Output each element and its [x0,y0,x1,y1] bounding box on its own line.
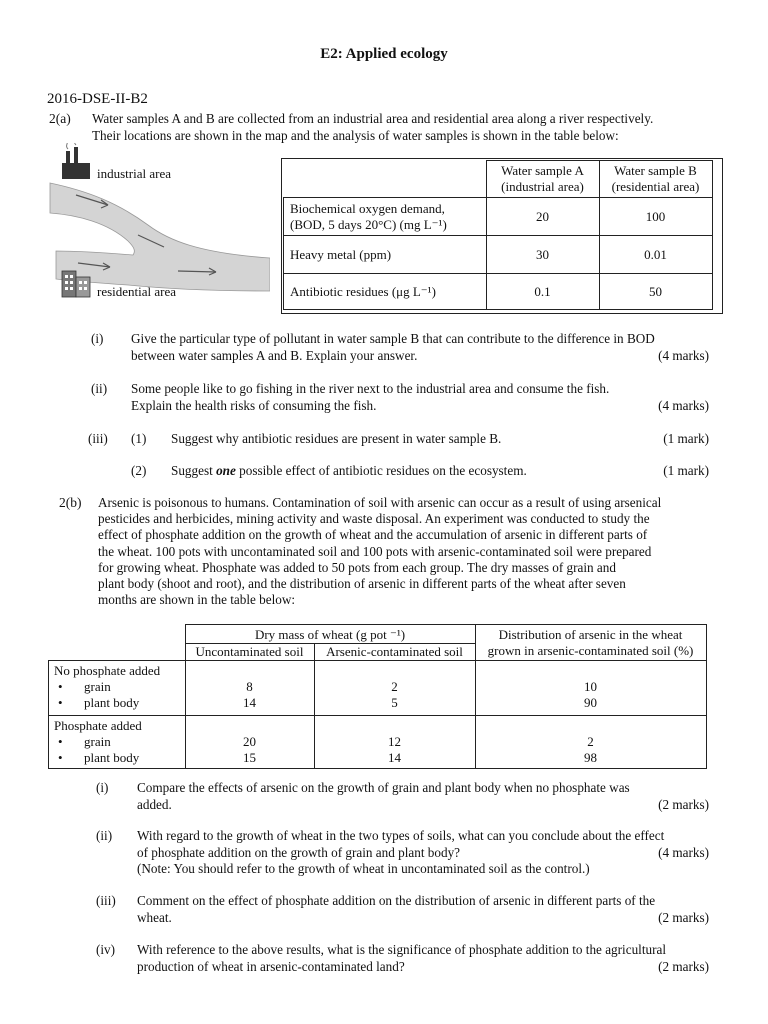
q2b-intro-line: for growing wheat. Phosphate was added to 50 pots from each group. The dry masses of grain and [98,559,616,575]
row-label-line: (BOD, 5 days 20°C) (mg L⁻¹) [290,216,447,232]
cell-bod-a: 20 [486,198,599,236]
no-phosphate-contaminated [314,661,475,716]
question-line [131,348,709,365]
header-line: Water sample A [501,163,584,178]
question-line-text: Explain the health risks of consuming the fish. [131,397,377,413]
bullet-icon: • [58,750,63,765]
question-line [137,845,709,862]
header-line: grown in arsenic-contaminated soil (%) [487,642,694,658]
marks: (4 marks) [658,397,709,413]
uncontaminated-soil-header: Uncontaminated soil [185,644,314,661]
subq-subnumber: (2) [131,463,147,478]
q2b-iv-text [137,942,709,975]
row-label-line: Biochemical oxygen demand, [290,200,445,216]
item-part: grain [84,679,111,694]
subq-number: (i) [91,331,104,346]
cell-heavy-metal-a: 30 [486,236,599,274]
subq-number: (iii) [88,431,108,446]
question-line: Some people like to go fishing in the river next to the industrial area and consume the fish. [131,381,610,396]
marks: (4 marks) [658,844,709,860]
question-note: (Note: You should refer to the growth of wheat in uncontaminated soil as the control.) [137,861,590,877]
q2a-intro-line: Water samples A and B are collected from an industrial area and residential area along a river respectively. [92,111,654,126]
subq-number: (i) [96,780,109,795]
question-text-emphasis: one [216,463,236,478]
marks: (2 marks) [658,796,709,812]
marks: (2 marks) [658,909,709,925]
q2b-intro-line: the wheat. 100 pots with uncontaminated soil and 100 pots with arsenic-contaminated soil were prepared [98,543,652,559]
marks: (1 mark) [663,431,709,446]
factory-icon [62,143,90,179]
item-part: plant body [84,750,140,765]
question-line: Compare the effects of arsenic on the growth of grain and plant body when no phosphate was [137,780,630,795]
question-line: With reference to the above results, what is the significance of phosphate addition to the agricultural [137,942,666,957]
cell-value: 15 [243,750,256,765]
wheat-arsenic-table [48,624,707,769]
question-line-text: between water samples A and B. Explain your answer. [131,347,418,363]
question-line-text: production of wheat in arsenic-contaminated land? [137,958,405,974]
marks: (1 mark) [663,463,709,478]
q2b-i-text [137,780,709,813]
marks: (2 marks) [658,958,709,974]
dry-mass-header: Dry mass of wheat (g pot ⁻¹) [185,625,475,644]
q2a-iii-2-text [171,463,709,480]
q2b-iii-text [137,893,709,926]
question-line: Give the particular type of pollutant in water sample B that can contribute to the difference in BOD [131,331,655,346]
water-analysis-table [283,160,713,310]
cell-heavy-metal-b: 0.01 [599,236,712,274]
q2a-intro-line: Their locations are shown in the map and the analysis of water samples is shown in the table below: [92,127,619,143]
header-line: Water sample B [614,163,697,178]
group-item [54,734,180,750]
group-name: No phosphate added [54,663,161,678]
cell-value: 12 [388,734,401,749]
q2b-intro-line: pesticides and herbicides, mining activity and waste disposal. An experiment was conducted to study the [98,511,650,527]
marks: (4 marks) [658,347,709,363]
q2b-intro-line: effect of phosphate addition on the growth of wheat and the accumulation of arsenic in different parts of [98,527,648,543]
question-number-2a: 2(a) [49,111,71,126]
question-line [137,797,709,814]
row-label-heavy-metal: Heavy metal (ppm) [284,236,487,274]
header-sample-a [486,161,599,198]
group-phosphate-added [49,716,186,769]
no-phosphate-distribution [475,661,706,716]
cell-value: 14 [243,695,256,710]
cell-value: 10 [584,679,597,694]
row-label-antibiotic: Antibiotic residues (μg L⁻¹) [284,274,487,310]
cell-value: 20 [243,734,256,749]
group-item [54,750,180,766]
question-number-2b: 2(b) [59,495,82,510]
cell-value: 98 [584,750,597,765]
subq-number: (iv) [96,942,116,957]
q2b-intro [98,495,710,608]
question-line-text: of phosphate addition on the growth of grain and plant body? [137,844,461,860]
question-line [171,463,709,480]
question-line: Comment on the effect of phosphate addition on the distribution of arsenic in different parts of the [137,893,656,908]
subq-number: (ii) [96,828,113,843]
subq-subnumber: (1) [131,431,147,446]
group-item [54,679,180,695]
cell-value: 8 [246,679,253,694]
q2b-ii-text [137,828,709,878]
question-line [137,959,709,976]
q2b-intro-line: months are shown in the table below: [98,592,296,608]
bullet-icon: • [58,695,63,710]
cell-antibiotic-b: 50 [599,274,712,310]
no-phosphate-uncontaminated [185,661,314,716]
exam-code: 2016-DSE-II-B2 [47,91,148,107]
group-item [54,695,180,711]
cell-value: 90 [584,695,597,710]
group-name: Phosphate added [54,718,142,733]
residential-area-label: residential area [97,284,177,299]
item-part: grain [84,734,111,749]
question-line-text: added. [137,796,172,812]
q2a-ii-text [131,381,709,414]
cell-value: 14 [388,750,401,765]
header-line: (industrial area) [501,179,584,194]
question-line [137,910,709,927]
page-title: E2: Applied ecology [320,46,448,62]
group-no-phosphate [49,661,186,716]
industrial-area-label: industrial area [97,166,171,181]
bullet-icon: • [58,734,63,749]
subq-number: (ii) [91,381,108,396]
empty-corner [284,161,487,198]
river-shape [50,183,270,291]
cell-value: 2 [391,679,398,694]
subq-number: (iii) [96,893,116,908]
cell-value: 2 [587,734,594,749]
header-line: Distribution of arsenic in the wheat [498,626,683,642]
question-line [131,398,709,415]
question-line-text: wheat. [137,909,172,925]
cell-value: 5 [391,695,398,710]
row-label-bod [284,198,487,236]
header-sample-b [599,161,712,198]
header-line: (residential area) [611,179,700,194]
phosphate-contaminated [314,716,475,769]
distribution-header [475,625,706,661]
q2a-iii-1-text [171,431,709,448]
question-text-pre: Suggest [171,463,217,478]
cell-bod-b: 100 [599,198,712,236]
question-line: With regard to the growth of wheat in the two types of soils, what can you conclude about the effect [137,828,665,843]
q2b-intro-line: plant body (shoot and root), and the distribution of arsenic in different parts of the wheat after seven [98,576,626,592]
bullet-icon: • [58,679,63,694]
question-text-post: possible effect of antibiotic residues on the ecosystem. [235,463,527,478]
question-line-text: Suggest why antibiotic residues are present in water sample B. [171,431,502,446]
item-part: plant body [84,695,140,710]
empty-corner [49,625,186,661]
cell-antibiotic-a: 0.1 [486,274,599,310]
phosphate-uncontaminated [185,716,314,769]
question-line [171,431,709,448]
contaminated-soil-header: Arsenic-contaminated soil [314,644,475,661]
phosphate-distribution [475,716,706,769]
q2a-i-text [131,331,709,364]
q2b-intro-line: Arsenic is poisonous to humans. Contamination of soil with arsenic can occur as a result of using arsenical [98,495,662,510]
q2a-intro [92,111,712,144]
